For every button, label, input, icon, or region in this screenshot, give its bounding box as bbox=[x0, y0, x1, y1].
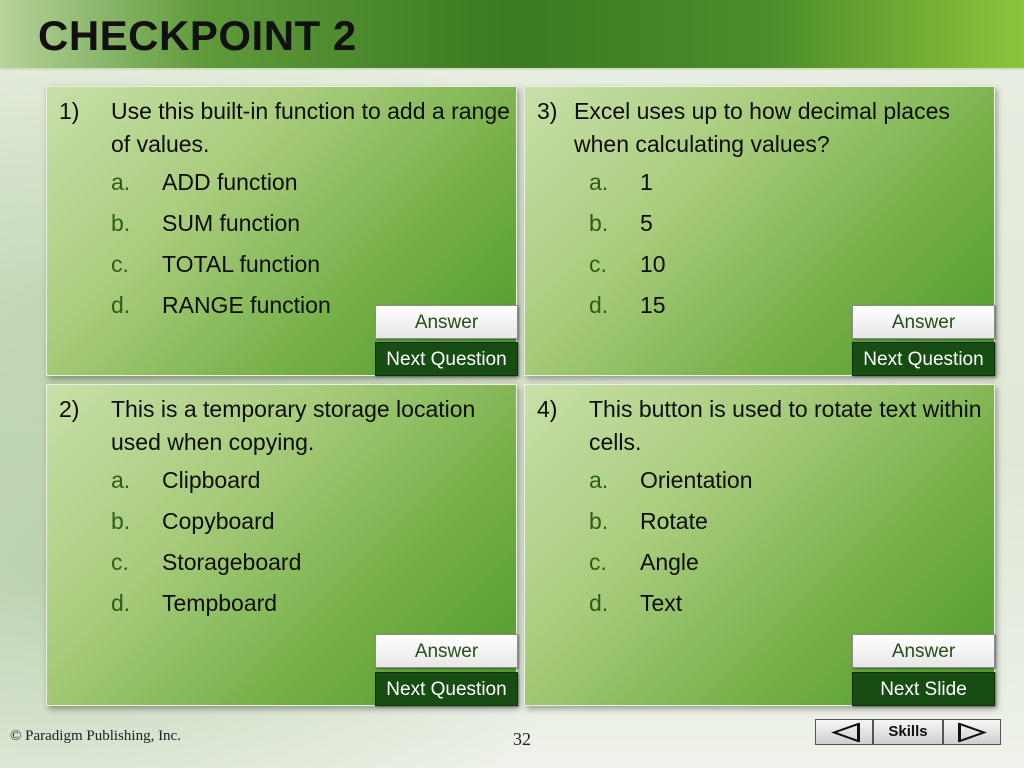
answer-button-2[interactable]: Answer bbox=[375, 634, 518, 668]
next-question-button-2[interactable]: Next Question bbox=[375, 672, 518, 706]
slide-title: CHECKPOINT 2 bbox=[38, 12, 357, 59]
question-number: 4) bbox=[537, 396, 558, 422]
slide-navigation bbox=[815, 719, 1001, 745]
question-text: This button is used to rotate text within cells. bbox=[589, 396, 982, 455]
option-text: Angle bbox=[640, 549, 699, 575]
option-letter: d. bbox=[589, 590, 609, 616]
option-letter: c. bbox=[111, 549, 129, 575]
question-text: Use this built-in function to add a range of values. bbox=[111, 98, 510, 157]
question-panel-4 bbox=[524, 384, 995, 706]
question-number: 2) bbox=[59, 396, 80, 422]
option-text: Clipboard bbox=[162, 467, 261, 493]
title-bar bbox=[0, 0, 1024, 70]
next-question-button-3[interactable]: Next Question bbox=[852, 342, 995, 376]
option-letter: a. bbox=[111, 169, 131, 195]
option-letter: b. bbox=[111, 210, 131, 236]
page-number: 32 bbox=[513, 729, 531, 749]
option-letter: c. bbox=[589, 251, 607, 277]
option-letter: d. bbox=[111, 590, 131, 616]
option-letter: b. bbox=[589, 508, 609, 534]
question-number: 3) bbox=[537, 98, 558, 124]
option-text: Tempboard bbox=[162, 590, 278, 616]
option-text: TOTAL function bbox=[162, 251, 321, 277]
option-text: 1 bbox=[640, 169, 653, 195]
option-text: SUM function bbox=[162, 210, 301, 236]
option-text: Copyboard bbox=[162, 508, 275, 534]
option-letter: d. bbox=[111, 292, 131, 318]
previous-slide-button[interactable] bbox=[815, 719, 873, 745]
option-text: RANGE function bbox=[162, 292, 331, 318]
question-text: This is a temporary storage location used when copying. bbox=[111, 396, 476, 455]
next-slide-nav-button[interactable] bbox=[943, 719, 1001, 745]
option-letter: c. bbox=[111, 251, 129, 277]
option-text: 5 bbox=[640, 210, 653, 236]
option-letter: d. bbox=[589, 292, 609, 318]
option-text: Orientation bbox=[640, 467, 753, 493]
option-text: Storageboard bbox=[162, 549, 302, 575]
skills-button[interactable]: Skills bbox=[873, 719, 943, 745]
answer-button-1[interactable]: Answer bbox=[375, 305, 518, 339]
option-letter: b. bbox=[111, 508, 131, 534]
triangle-right-icon bbox=[944, 720, 1002, 746]
option-letter: c. bbox=[589, 549, 607, 575]
next-question-button-1[interactable]: Next Question bbox=[375, 342, 518, 376]
answer-button-3[interactable]: Answer bbox=[852, 305, 995, 339]
question-panel-3 bbox=[524, 86, 995, 376]
answer-button-4[interactable]: Answer bbox=[852, 634, 995, 668]
question-number: 1) bbox=[59, 98, 80, 124]
next-slide-button[interactable]: Next Slide bbox=[852, 672, 995, 706]
option-letter: a. bbox=[589, 169, 609, 195]
question-panel-2 bbox=[46, 384, 517, 706]
question-text: Excel uses up to how decimal places when calculating values? bbox=[574, 98, 950, 157]
option-text: ADD function bbox=[162, 169, 298, 195]
triangle-left-icon bbox=[816, 720, 874, 746]
option-text: Text bbox=[640, 590, 683, 616]
option-letter: a. bbox=[589, 467, 609, 493]
option-letter: b. bbox=[589, 210, 609, 236]
copyright-text: © Paradigm Publishing, Inc. bbox=[10, 728, 181, 744]
option-letter: a. bbox=[111, 467, 131, 493]
option-text: Rotate bbox=[640, 508, 708, 534]
option-text: 10 bbox=[640, 251, 666, 277]
option-text: 15 bbox=[640, 292, 666, 318]
question-panel-1 bbox=[46, 86, 517, 376]
